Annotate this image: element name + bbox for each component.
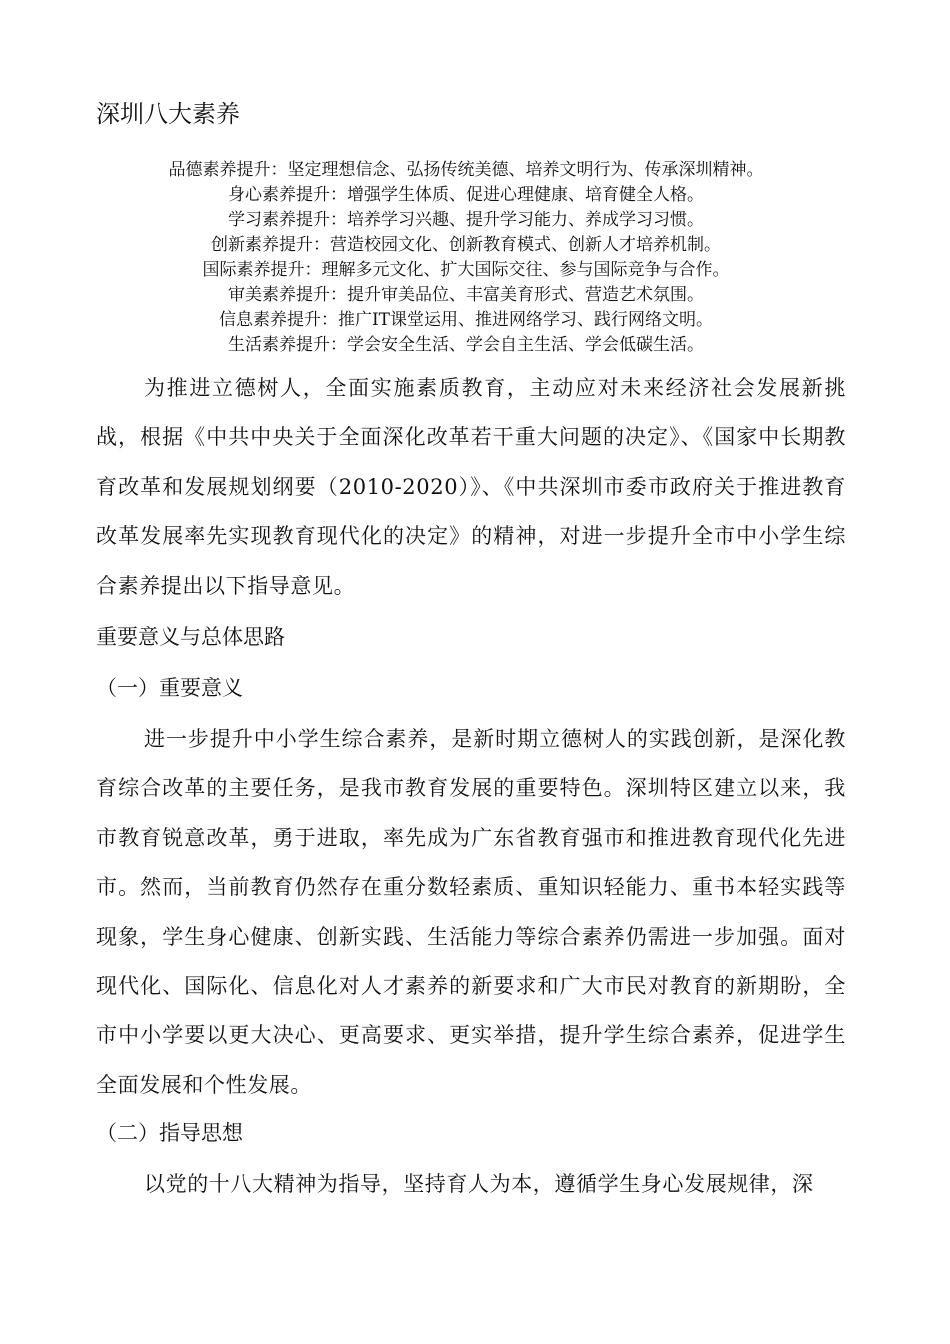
literacy-summary-list [96,158,836,358]
summary-line-information: 信息素养提升：推广IT课堂运用、推进网络学习、践行网络文明。 [218,310,714,330]
document-title: 深圳八大素养 [96,100,240,128]
summary-line-moral: 品德素养提升：坚定理想信念、弘扬传统美德、培养文明行为、传承深圳精神。 [168,160,764,180]
section-heading: 重要意义与总体思路 [96,625,285,649]
summary-line-aesthetic: 审美素养提升：提升审美品位、丰富美育形式、营造艺术氛围。 [228,285,704,305]
subsection-heading-guiding-thought: （二）指导思想 [96,1121,243,1145]
intro-paragraph: 为推进立德树人，全面实施素质教育，主动应对未来经济社会发展新挑战，根据《中共中央关于全面深化改革若干重大问题的决定》、《国家中长期教育改革和发展规划纲要（2010-2020）》、《中共深圳市委市政府关于推进教育改革发展率先实现教育现代化的决定》的精神，对进一步提升全市中小学生综合素养提出以下指导意见。 [96,376,846,598]
summary-line-international: 国际素养提升：理解多元文化、扩大国际交往、参与国际竞争与合作。 [202,260,730,280]
summary-line-innovation: 创新素养提升：营造校园文化、创新教育模式、创新人才培养机制。 [211,235,721,255]
summary-line-learning: 学习素养提升：培养学习兴趣、提升学习能力、养成学习习惯。 [228,210,704,230]
subsection-heading-significance: （一）重要意义 [96,676,243,700]
guiding-paragraph: 以党的十八大精神为指导，坚持育人为本，遵循学生身心发展规律，深 [144,1172,814,1196]
summary-line-physical-mental: 身心素养提升：增强学生体质、促进心理健康、培育健全人格。 [228,185,704,205]
summary-line-life: 生活素养提升：学会安全生活、学会自主生活、学会低碳生活。 [228,335,704,355]
significance-paragraph: 进一步提升中小学生综合素养，是新时期立德树人的实践创新，是深化教育综合改革的主要任务，是我市教育发展的重要特色。深圳特区建立以来，我市教育锐意改革，勇于进取，率先成为广东省教育强市和推进教育现代化先进市。然而，当前教育仍然存在重分数轻素质、重知识轻能力、重书本轻实践等现象，学生身心健康、创新实践、生活能力等综合素养仍需进一步加强。面对现代化、国际化、信息化对人才素养的新要求和广大市民对教育的新期盼，全市中小学要以更大决心、更高要求、更实举措，提升学生综合素养，促进学生全面发展和个性发展。 [96,727,846,1097]
